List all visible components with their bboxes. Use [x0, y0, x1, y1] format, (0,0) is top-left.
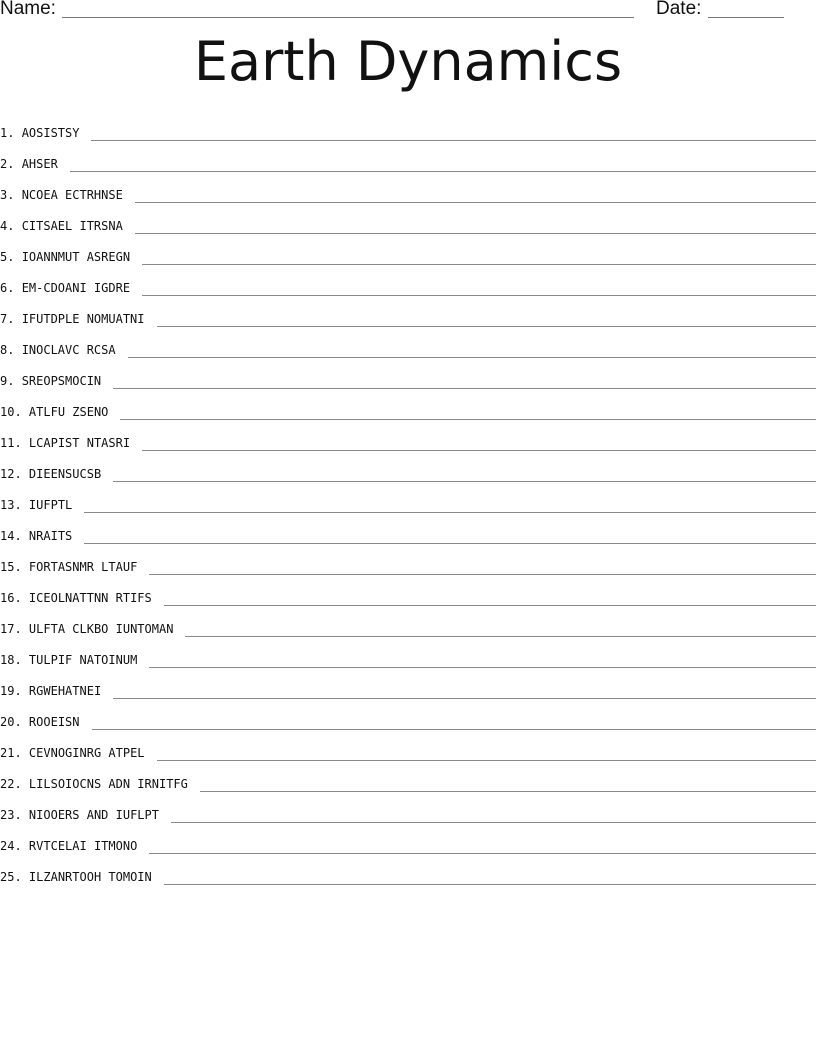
answer-line[interactable] [120, 418, 816, 420]
scramble-text: LILSOIOCNS ADN IRNITFG [28, 777, 188, 791]
scramble-text: IFUTDPLE NOMUATNI [21, 312, 145, 326]
item-number: 2. [0, 157, 15, 171]
item-number: 5. [0, 250, 15, 264]
scramble-text: AOSISTSY [21, 126, 80, 140]
item-number: 3. [0, 188, 15, 202]
list-item [0, 732, 816, 763]
scramble-text: ROOEISN [28, 715, 80, 729]
scramble-text: ULFTA CLKBO IUNTOMAN [28, 622, 174, 636]
scrambled-word [0, 869, 164, 887]
answer-line[interactable] [157, 325, 816, 327]
list-item [0, 112, 816, 143]
list-item [0, 825, 816, 856]
scrambled-word [0, 187, 135, 205]
answer-line[interactable] [149, 573, 816, 575]
answer-line[interactable] [142, 449, 816, 451]
worksheet-header [0, 0, 816, 22]
answer-line[interactable] [185, 635, 816, 637]
scrambled-word [0, 466, 113, 484]
item-number: 9. [0, 374, 15, 388]
scramble-text: ATLFU ZSENO [28, 405, 109, 419]
item-number: 22. [0, 777, 22, 791]
list-item [0, 236, 816, 267]
scrambled-word [0, 156, 70, 174]
list-item [0, 794, 816, 825]
list-item [0, 763, 816, 794]
scrambled-word [0, 404, 120, 422]
item-number: 20. [0, 715, 22, 729]
date-input-line[interactable] [708, 17, 784, 18]
scrambled-word [0, 435, 142, 453]
answer-line[interactable] [149, 852, 816, 854]
scrambled-word [0, 342, 128, 360]
answer-line[interactable] [149, 666, 816, 668]
scrambled-word [0, 249, 142, 267]
scrambled-word [0, 652, 149, 670]
answer-line[interactable] [84, 542, 816, 544]
list-item [0, 329, 816, 360]
list-item [0, 670, 816, 701]
scramble-text: DIEENSUCSB [28, 467, 102, 481]
scrambled-word [0, 497, 84, 515]
scrambled-word [0, 373, 113, 391]
answer-line[interactable] [164, 604, 816, 606]
scramble-text: CITSAEL ITRSNA [21, 219, 123, 233]
answer-line[interactable] [113, 697, 816, 699]
item-number: 12. [0, 467, 22, 481]
scrambled-word [0, 559, 149, 577]
answer-line[interactable] [164, 883, 816, 885]
item-number: 21. [0, 746, 22, 760]
scramble-text: IOANNMUT ASREGN [21, 250, 131, 264]
item-number: 14. [0, 529, 22, 543]
scramble-text: IUFPTL [28, 498, 73, 512]
answer-line[interactable] [92, 728, 816, 730]
item-number: 11. [0, 436, 22, 450]
scramble-text: CEVNOGINRG ATPEL [28, 746, 145, 760]
scrambled-word [0, 776, 200, 794]
item-number: 6. [0, 281, 15, 295]
answer-line[interactable] [142, 263, 816, 265]
answer-line[interactable] [142, 294, 816, 296]
item-number: 10. [0, 405, 22, 419]
scramble-text: FORTASNMR LTAUF [28, 560, 138, 574]
list-item [0, 856, 816, 887]
list-item [0, 267, 816, 298]
answer-line[interactable] [200, 790, 816, 792]
scramble-text: INOCLAVC RCSA [21, 343, 116, 357]
item-number: 19. [0, 684, 22, 698]
list-item [0, 143, 816, 174]
date-label: Date: [656, 0, 702, 19]
scramble-text: RGWEHATNEI [28, 684, 102, 698]
scrambled-word [0, 621, 185, 639]
answer-line[interactable] [113, 480, 816, 482]
scramble-text: NIOOERS AND IUFLPT [28, 808, 159, 822]
scramble-text: LCAPIST NTASRI [28, 436, 131, 450]
answer-line[interactable] [128, 356, 816, 358]
scrambled-word [0, 838, 149, 856]
page-title: Earth Dynamics [193, 30, 623, 93]
item-number: 18. [0, 653, 22, 667]
list-item [0, 360, 816, 391]
scrambled-word [0, 745, 157, 763]
list-item [0, 484, 816, 515]
list-item [0, 298, 816, 329]
scramble-text: ICEOLNATTNN RTIFS [28, 591, 152, 605]
scramble-text: NCOEA ECTRHNSE [21, 188, 123, 202]
item-number: 15. [0, 560, 22, 574]
item-number: 25. [0, 870, 22, 884]
scramble-text: EM-CDOANI IGDRE [21, 281, 131, 295]
scrambled-word [0, 807, 171, 825]
scramble-text: AHSER [21, 157, 58, 171]
item-number: 1. [0, 126, 15, 140]
item-number: 17. [0, 622, 22, 636]
scramble-text: ILZANRTOOH TOMOIN [28, 870, 152, 884]
item-number: 7. [0, 312, 15, 326]
scramble-text: RVTCELAI ITMONO [28, 839, 138, 853]
list-item [0, 391, 816, 422]
answer-line[interactable] [171, 821, 816, 823]
list-item [0, 422, 816, 453]
scrambled-word [0, 528, 84, 546]
item-number: 24. [0, 839, 22, 853]
answer-line[interactable] [70, 170, 816, 172]
list-item [0, 577, 816, 608]
scrambled-word [0, 714, 92, 732]
word-scramble-list [0, 112, 816, 887]
scrambled-word [0, 590, 164, 608]
list-item [0, 608, 816, 639]
answer-line[interactable] [157, 759, 816, 761]
item-number: 8. [0, 343, 15, 357]
item-number: 13. [0, 498, 22, 512]
list-item [0, 639, 816, 670]
list-item [0, 205, 816, 236]
scramble-text: NRAITS [28, 529, 73, 543]
scrambled-word [0, 125, 91, 143]
answer-line[interactable] [135, 232, 816, 234]
list-item [0, 174, 816, 205]
scramble-text: SREOPSMOCIN [21, 374, 102, 388]
item-number: 4. [0, 219, 15, 233]
answer-line[interactable] [84, 511, 816, 513]
list-item [0, 515, 816, 546]
item-number: 16. [0, 591, 22, 605]
name-label: Name: [0, 0, 56, 19]
list-item [0, 701, 816, 732]
scrambled-word [0, 311, 157, 329]
list-item [0, 453, 816, 484]
answer-line[interactable] [91, 139, 816, 141]
scrambled-word [0, 683, 113, 701]
item-number: 23. [0, 808, 22, 822]
list-item [0, 546, 816, 577]
answer-line[interactable] [113, 387, 816, 389]
scrambled-word [0, 280, 142, 298]
scramble-text: TULPIF NATOINUM [28, 653, 138, 667]
answer-line[interactable] [135, 201, 816, 203]
scrambled-word [0, 218, 135, 236]
name-input-line[interactable] [62, 17, 634, 18]
